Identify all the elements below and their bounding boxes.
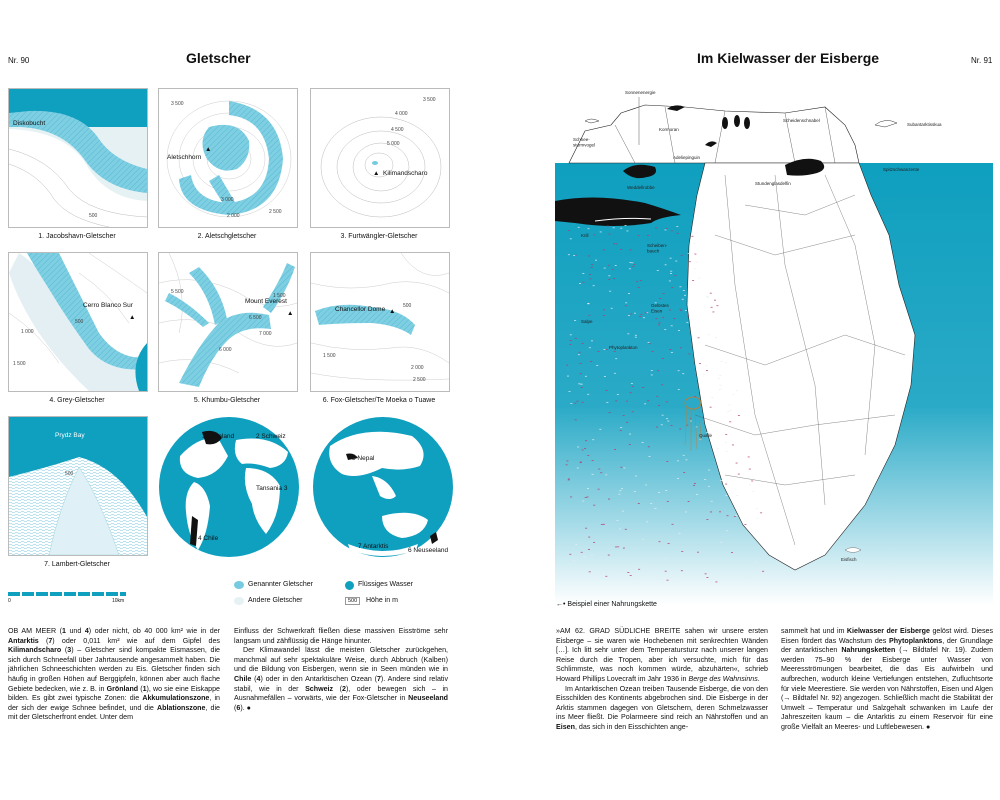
- label-subantarktisskua: Subantarktisskua: [907, 122, 942, 127]
- body-text-right-col1: »AM 62. GRAD SÜDLICHE BREITE sahen wir unsere ersten Eisberge – sie waren wie Hochebenen mit senkrechten Wänden […]. Ich litt sehr unter dem Temperatursturz nach unserer langen Reise durch die Tropen, aber ich versuchte, mich für das Schlimmste, was noch kommen würde, abzuhärten«, schrieb Howard Phillips Lovecraft im Jahr 1936 in Berge des Wahnsinns. Im Antarktischen Ozean treiben Tausende Eisberge, die von den Eisschilden des Kontinents abgebrochen sind. Die Eisberge in der Arktis stammen dagegen von Gletschern, deren Schmelzwasser ins Meer fließt. Die Polarmeere sind reich an Nährstoffen und an Eisen, das sich in den Eisschichten ange-: [556, 627, 768, 731]
- svg-text:7 000: 7 000: [259, 331, 272, 337]
- label-chancellor-dome: Chancellor Dome: [335, 306, 386, 313]
- label-prydz-bay: Prydz Bay: [55, 432, 85, 439]
- label-kormoran: Kormoran: [659, 127, 679, 132]
- label-qualle: Qualle: [699, 433, 713, 438]
- page-number-right: Nr. 91: [971, 56, 993, 65]
- map-khumbu: [158, 252, 298, 392]
- label-weddellrobbe: Weddellrobbe: [627, 185, 655, 190]
- svg-text:4 000: 4 000: [395, 111, 408, 117]
- svg-text:▲: ▲: [389, 308, 396, 315]
- label-eisfisch: Eisfisch: [841, 557, 857, 562]
- page-number-left: Nr. 90: [8, 56, 30, 65]
- svg-text:500: 500: [65, 471, 74, 477]
- map-fox: [310, 252, 450, 392]
- body-text-right-col2: sammelt hat und im Kielwasser der Eisberge gelöst wird. Dieses Eisen fördert das Wachstum des Phytoplanktons, der Grundlage der antarktischen Nahrungsketten (→ Bildtafel Nr. 19). Zudem werden 75–90 % der Eisberge unter Wasser von Meeresströmungen bearbeitet, die das Eis aufwirbeln und aufbrechen, wodurch kleine Vertiefungen entstehen, Zufluchtsorte für viele Meerestiere. Sie werden von Nährstoffen, Eisen und Algen (→ Bildtafel Nr. 92) angezogen. Schließlich macht die Stabilität der Umwelt – Temperatur und Salzgehalt schwanken im Laufe der Jahreszeiten kaum – die Antarktis zu einem Reservoir für eine große Vielfalt an Meeres- und Luftlebewesen. ●: [781, 627, 994, 731]
- svg-text:4 500: 4 500: [391, 127, 404, 133]
- svg-text:▲: ▲: [373, 170, 380, 177]
- legend-height-value: 500: [345, 597, 360, 605]
- svg-text:5 000: 5 000: [387, 141, 400, 147]
- label-mount-everest: Mount Everest: [245, 298, 287, 305]
- scale-bar: [8, 592, 126, 596]
- body-text-left-col1: OB AM MEER (1 und 4) oder nicht, ob 40 000 km² wie in der Antarktis (7) oder 0,011 km² wie auf dem Gipfel des Kilimandscharo (3) – Gletscher sind kompakte Eismassen, die sich durch Schneefall über Jahrtausende angesammelt haben. Die jährlichen Schneeschichten werden zu Eis. Gletscher finden sich häufig in großen Höhen auf Berggipfeln, können aber auch flache Gebiete bedecken, wie z. B. in Grönland (1), wo sie eine Eiskappe bilden. Es gibt zwei typische Zonen: die Akkumulationszone, in der sich der ewige Schnee befindet, und die Ablationszone, die mit der Gletscherfront endet. Unter dem: [8, 627, 220, 722]
- svg-text:2 000: 2 000: [227, 213, 240, 219]
- svg-text:2 000: 2 000: [411, 365, 424, 371]
- label-phytoplankton: Phytoplankton: [609, 345, 638, 350]
- svg-text:▲: ▲: [205, 146, 212, 153]
- legend-height: Höhe in m: [366, 597, 398, 604]
- label-chile: 4 Chile: [198, 535, 219, 542]
- map-lambert: [8, 416, 148, 556]
- caption-map-2: 2. Aletschgletscher: [197, 233, 257, 240]
- label-cerro-blanco: Cerro Blanco Sur: [83, 302, 133, 309]
- svg-text:1 000: 1 000: [21, 329, 34, 335]
- label-tansania: Tansania 3: [256, 485, 288, 492]
- caption-map-7: 7. Lambert-Gletscher: [44, 561, 110, 568]
- body-text-left-col2: Einfluss der Schwerkraft fließen diese massiven Eisströme sehr langsam und zähflüssig die Hänge hinunter. Der Klimawandel lässt die meisten Gletscher zurückgehen, manchmal auf sehr spektakuläre Weise, durch Abbruch (Kalben) und die Bildung von Eisbergen, wenn sie in Seen münden wie in Chile (4) oder in den Antarktischen Ozean (7). Andere sind relativ stabil, wie in der Schweiz (2), oder bewegen sich – in Ausnahmefällen – vorwärts, wie der Fox-Gletscher in Neuseeland (6). ●: [234, 627, 448, 712]
- label-sonnenenergie: Sonnenenergie: [625, 90, 656, 95]
- svg-text:▲: ▲: [287, 310, 294, 317]
- label-salpe: Salpe: [581, 319, 593, 324]
- svg-text:5 500: 5 500: [171, 289, 184, 295]
- label-scheibenbauch: Scheiben-bauch: [647, 243, 668, 254]
- label-krill: Krill: [581, 233, 589, 238]
- page-title-left: Gletscher: [186, 50, 251, 66]
- globe-atlantic: [158, 416, 300, 558]
- map-aletsch: [158, 88, 298, 228]
- svg-text:▲: ▲: [129, 314, 136, 321]
- legend-food-chain: ←• Beispiel einer Nahrungskette: [556, 601, 657, 608]
- label-schweiz: 2 Schweiz: [256, 433, 286, 440]
- globe-pacific: [312, 416, 454, 558]
- svg-text:1 500: 1 500: [13, 361, 26, 367]
- legend-other-swatch: [234, 597, 244, 605]
- legend-water-swatch: [345, 581, 354, 590]
- caption-map-4: 4. Grey-Gletscher: [49, 397, 105, 404]
- legend-named: Genannter Gletscher: [248, 581, 313, 588]
- legend-water: Flüssiges Wasser: [358, 581, 413, 588]
- page-title-right: Im Kielwasser der Eisberge: [697, 50, 880, 66]
- label-kilimandscharo: Kilimandscharo: [383, 170, 428, 177]
- iceberg-illustration: [555, 85, 993, 605]
- svg-text:500: 500: [75, 319, 84, 325]
- caption-map-1: 1. Jacobshavn-Gletscher: [38, 233, 116, 240]
- svg-text:1 500: 1 500: [273, 293, 286, 299]
- label-adeliepinguin: Adeliepinguin: [673, 155, 701, 160]
- legend-food-chain-label: Beispiel einer Nahrungskette: [567, 601, 657, 608]
- label-spitzschwanzente: Spitzschwanzente: [883, 167, 920, 172]
- svg-text:6 500: 6 500: [249, 315, 262, 321]
- label-geloestes-eisen: Gelöstes Eisen: [651, 303, 669, 314]
- label-neuseeland: 6 Neuseeland: [408, 547, 449, 554]
- label-diskobucht: Diskobucht: [13, 120, 46, 127]
- caption-map-6: 6. Fox-Gletscher/Te Moeka o Tuawe: [322, 397, 436, 404]
- svg-text:3 000: 3 000: [221, 197, 234, 203]
- svg-text:500: 500: [89, 213, 98, 219]
- label-antarktis: 7 Antarktis: [358, 543, 389, 550]
- svg-text:1 500: 1 500: [323, 353, 336, 359]
- label-aletschhorn: Aletschhorn: [167, 154, 202, 161]
- svg-text:2 500: 2 500: [269, 209, 282, 215]
- label-stundenglasdelfin: Stundenglasdelfin: [755, 181, 791, 186]
- label-nepal: 5 Nepal: [352, 455, 375, 462]
- svg-text:2 500: 2 500: [413, 377, 426, 383]
- caption-map-3: 3. Furtwängler-Gletscher: [340, 233, 418, 240]
- map-furtwaengler: [310, 88, 450, 228]
- svg-text:6 000: 6 000: [219, 347, 232, 353]
- label-schneesturmvogel: Schnee-sturmvogel: [573, 137, 596, 148]
- caption-map-5: 5. Khumbu-Gletscher: [193, 397, 261, 404]
- label-groenland: 1 Grönland: [202, 433, 235, 440]
- label-scheidenschnabel: Scheidenschnabel: [783, 118, 820, 123]
- legend-other: Andere Gletscher: [248, 597, 303, 604]
- map-grey: [8, 252, 148, 392]
- legend-named-swatch: [234, 581, 244, 589]
- map-jacobshavn: [8, 88, 148, 228]
- svg-text:500: 500: [403, 303, 412, 309]
- svg-text:3 500: 3 500: [171, 101, 184, 107]
- svg-text:3 500: 3 500: [423, 97, 436, 103]
